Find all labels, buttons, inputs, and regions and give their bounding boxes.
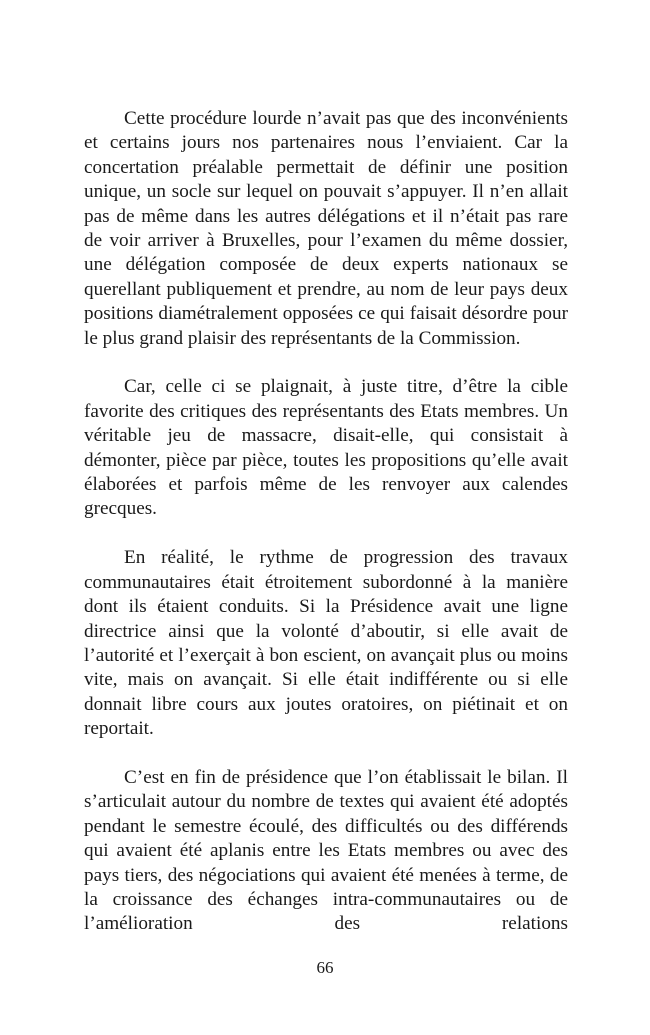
page-number: 66 bbox=[316, 958, 334, 977]
paragraph-1: Cette procédure lourde n’avait pas que des inconvénients et certains jours nos partenaires nous l’enviaient. Car la concertation préalable permettait de définir une position unique, un socle sur lequel on pouvait s’appuyer. Il n’en allait pas de même dans les autres délégations et il n’était pas rare de voir arriver à Bruxelles, pour l’examen du même dossier, une délégation composée de deux experts nationaux se querellant publiquement et prendre, au nom de leur pays deux positions diamétralement opposées ce qui faisait désordre pour le plus grand plaisir des représentants de la Commission. bbox=[84, 108, 568, 349]
paragraph-3: En réalité, le rythme de progression des travaux communautaires était étroitement subordonné à la manière dont ils étaient conduits. Si la Présidence avait une ligne directrice ainsi que la volonté d’aboutir, si elle avait de l’autorité et l’exerçait à bon escient, on avançait plus ou moins vite, mais on avançait. Si elle était indifférente ou si elle donnait libre cours aux joutes oratoires, on piétinait et on reportait. bbox=[84, 547, 568, 740]
paragraph-4: C’est en fin de présidence que l’on établissait le bilan. Il s’articulait autour du nombre de textes qui avaient été adoptés pendant le semestre écoulé, des difficultés ou des différends qui avaient été aplanis entre les Etats membres ou avec des pays tiers, des négociations qui avaient été menées à terme, de la croissance des échanges intra-communautaires ou de l’amélioration des relations bbox=[84, 766, 568, 935]
body-text bbox=[84, 107, 568, 937]
paragraph-2: Car, celle ci se plaignait, à juste titre, d’être la cible favorite des critiques des représentants des Etats membres. Un véritable jeu de massacre, disait-elle, qui consistait à démonter, pièce par pièce, toutes les propositions qu’elle avait élaborées et parfois même de les renvoyer aux calendes grecques. bbox=[84, 376, 568, 520]
